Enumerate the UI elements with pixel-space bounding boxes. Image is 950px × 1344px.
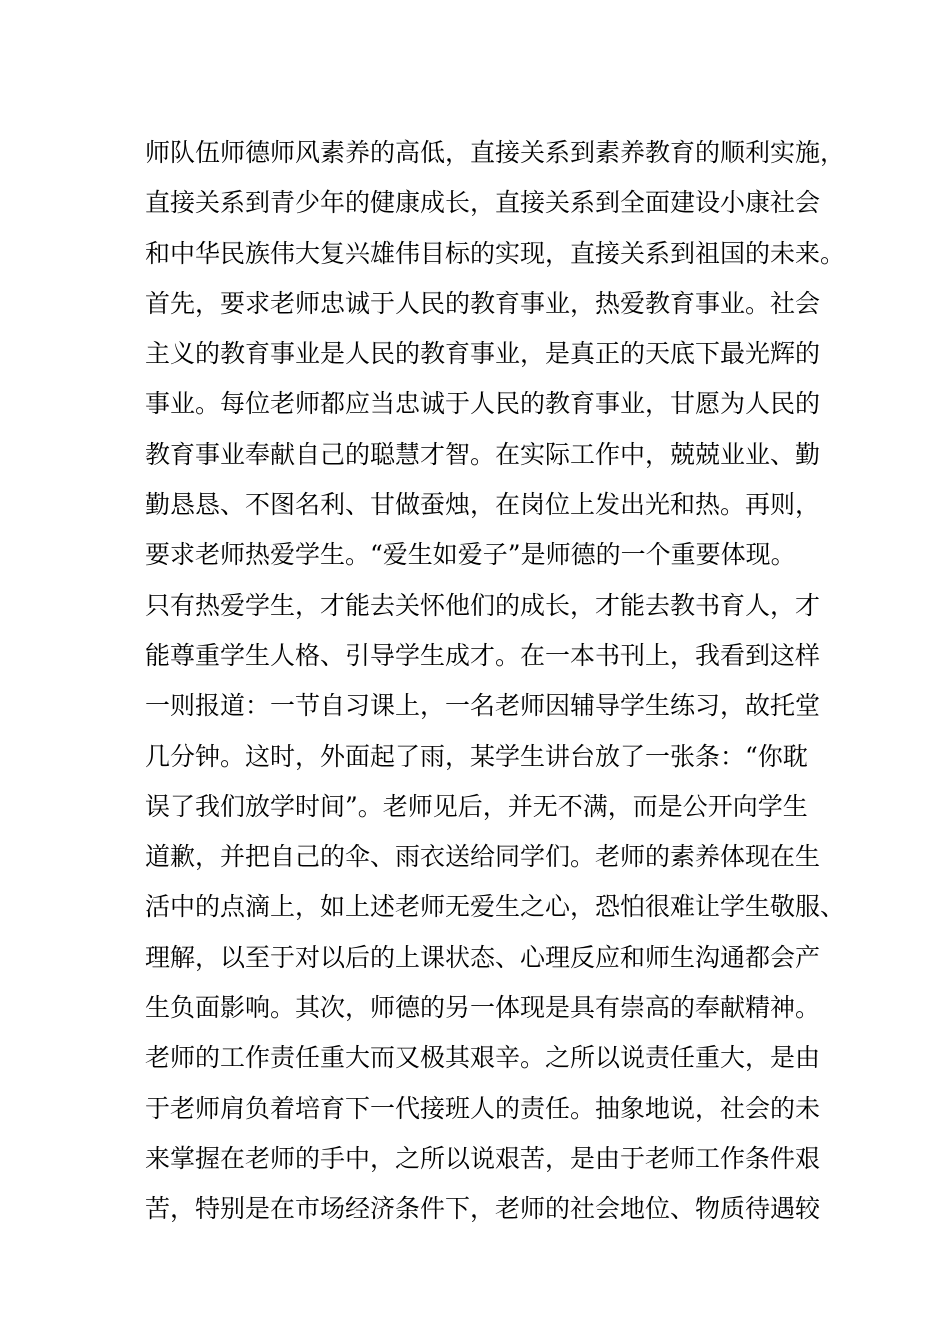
text-line: 首先，要求老师忠诚于人民的教育事业，热爱教育事业。社会 <box>145 288 821 318</box>
text-line: 老师的工作责任重大而又极其艰辛。之所以说责任重大，是由 <box>145 1043 821 1073</box>
text-line: 直接关系到青少年的健康成长，直接关系到全面建设小康社会 <box>145 188 821 218</box>
text-line: 只有热爱学生，才能去关怀他们的成长，才能去教书育人，才 <box>145 590 821 620</box>
text-line: 勤恳恳、不图名利、甘做蚕烛，在岗位上发出光和热。再则， <box>145 490 821 520</box>
text-line: 几分钟。这时，外面起了雨，某学生讲台放了一张条：“你耽 <box>145 741 808 771</box>
text-line: 于老师肩负着培育下一代接班人的责任。抽象地说，社会的未 <box>145 1093 821 1123</box>
text-line: 一则报道：一节自习课上，一名老师因辅导学生练习，故托堂 <box>145 691 821 721</box>
text-line: 能尊重学生人格、引导学生成才。在一本书刊上，我看到这样 <box>145 640 821 670</box>
text-line: 来掌握在老师的手中，之所以说艰苦，是由于老师工作条件艰 <box>145 1143 821 1173</box>
text-line: 活中的点滴上，如上述老师无爱生之心，恐怕很难让学生敬服、 <box>145 892 846 922</box>
text-line: 误了我们放学时间”。老师见后，并无不满，而是公开向学生 <box>145 791 808 821</box>
text-line: 道歉，并把自己的伞、雨衣送给同学们。老师的素养体现在生 <box>145 842 821 872</box>
text-line: 生负面影响。其次，师德的另一体现是具有崇高的奉献精神。 <box>145 993 821 1023</box>
text-line: 和中华民族伟大复兴雄伟目标的实现，直接关系到祖国的未来。 <box>145 238 846 268</box>
text-line: 主义的教育事业是人民的教育事业，是真正的天底下最光辉的 <box>145 339 821 369</box>
text-line: 理解，以至于对以后的上课状态、心理反应和师生沟通都会产 <box>145 942 821 972</box>
text-line: 要求老师热爱学生。“爱生如爱子”是师德的一个重要体现。 <box>145 540 796 570</box>
text-line: 事业。每位老师都应当忠诚于人民的教育事业，甘愿为人民的 <box>145 389 821 419</box>
text-line: 教育事业奉献自己的聪慧才智。在实际工作中，兢兢业业、勤 <box>145 439 821 469</box>
text-line: 师队伍师德师风素养的高低，直接关系到素养教育的顺利实施， <box>145 138 846 167</box>
body-text <box>145 128 845 1235</box>
text-line: 苦，特别是在市场经济条件下，老师的社会地位、物质待遇较 <box>145 1194 821 1224</box>
